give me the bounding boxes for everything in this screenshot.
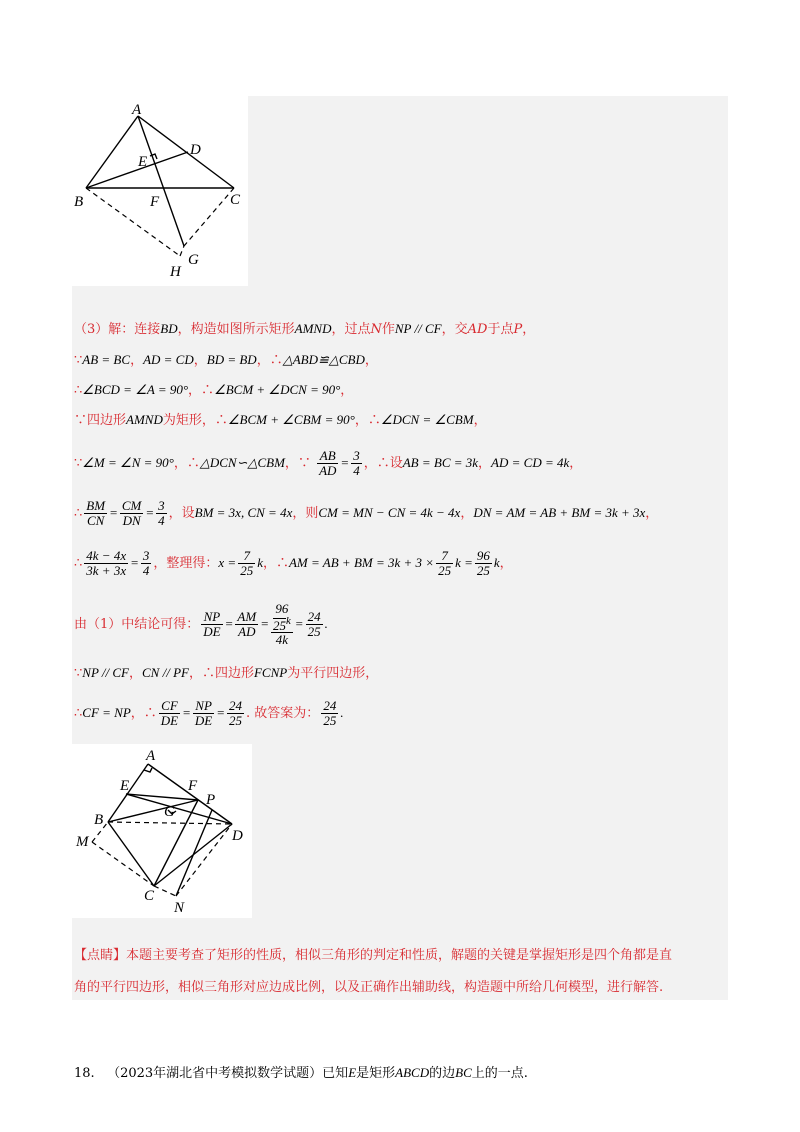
- fig1-line-AG: [138, 116, 184, 246]
- text: ，: [645, 506, 659, 521]
- fraction-96-25: [475, 549, 492, 578]
- math: AD = CD: [143, 352, 194, 367]
- math: ∠BCM + ∠DCN = 90°: [214, 382, 341, 397]
- text: ∵: [74, 353, 83, 368]
- fraction-np-de: [201, 610, 222, 639]
- denominator: CN: [87, 513, 105, 528]
- math: =: [216, 705, 226, 720]
- fig2-label-C: C: [144, 888, 155, 904]
- math: AB = BC: [82, 352, 131, 367]
- math: CM = MN − CN = 4k − 4x: [318, 505, 461, 520]
- math: .: [324, 616, 328, 631]
- fig1-label-F: F: [150, 194, 160, 210]
- fraction-3-4: [156, 499, 167, 528]
- fraction-7-25: [436, 549, 453, 578]
- fig1-line-BD: [86, 152, 188, 188]
- numerator: NP: [193, 699, 214, 714]
- text: ∴: [74, 556, 83, 571]
- solution-line-8: [74, 596, 328, 653]
- text: ，: [473, 413, 487, 428]
- fraction-np-de: [193, 699, 214, 728]
- text: 由（1）中结论可得：: [74, 617, 200, 632]
- fig1-label-A: A: [132, 102, 142, 118]
- math: ABCD: [395, 1065, 430, 1080]
- fraction-3-4: [351, 449, 362, 478]
- math: k: [493, 555, 500, 570]
- note-line-2: 角的平行四边形，相似三角形对应边成比例，以及正确作出辅助线，构造题中所给几何模型，进行解答.: [74, 980, 664, 995]
- solution-line-9: [74, 665, 378, 682]
- text: ，: [499, 556, 513, 571]
- text: ，过点: [331, 322, 371, 337]
- fig2-line-CF: [154, 800, 198, 886]
- math: AB = BC = 3k: [402, 455, 479, 470]
- numerator: CF: [159, 699, 180, 714]
- fraction-bm-cn: [84, 499, 107, 528]
- math: △ABD≌△CBD: [282, 352, 365, 367]
- math: CF = NP: [82, 705, 131, 720]
- math: △DCN∽△CBM: [199, 455, 285, 470]
- solution-line-3: [74, 382, 353, 399]
- fig1-label-C: C: [230, 192, 241, 208]
- denominator: 25: [229, 713, 243, 728]
- fraction-4k4x-3k3x: [84, 549, 128, 578]
- text: ，: [478, 456, 492, 471]
- denominator: 4: [158, 513, 165, 528]
- solution-line-10: [74, 696, 344, 731]
- text: ，: [460, 506, 474, 521]
- text: ，: [129, 666, 143, 681]
- math: =: [182, 705, 191, 720]
- math: BM = 3x, CN = 4x: [194, 505, 293, 520]
- math: AD = CD = 4k: [491, 455, 570, 470]
- fraction-24-25: [227, 699, 244, 728]
- text: ，∴四边形: [188, 666, 254, 681]
- numerator: 4k − 4x: [86, 548, 127, 563]
- math: .: [340, 705, 344, 720]
- numerator: 3: [353, 448, 360, 463]
- math: ∠BCD = ∠A = 90°: [82, 382, 189, 397]
- text: ∴: [74, 383, 83, 398]
- denominator: 3k + 3x: [86, 563, 127, 578]
- fig2-label-G: G: [164, 804, 175, 820]
- fig1-dash-BH: [86, 188, 180, 256]
- fig1-label-G: G: [188, 252, 199, 268]
- text: N: [370, 322, 382, 337]
- numerator-compound: [271, 602, 293, 632]
- denominator: 4k: [275, 631, 289, 647]
- math: CN // PF: [142, 665, 189, 680]
- numerator: 7: [238, 549, 255, 564]
- denominator: DE: [194, 713, 213, 728]
- k: k: [285, 615, 291, 628]
- fig2-dash-MC: [92, 842, 154, 886]
- math: ∠M = ∠N = 90°: [82, 455, 174, 470]
- numerator: AM: [237, 609, 257, 624]
- text: ∵: [74, 456, 83, 471]
- question-18: [74, 1062, 528, 1081]
- text: ，∴: [262, 556, 289, 571]
- math: AMND: [126, 412, 163, 427]
- text: ，交: [441, 322, 468, 337]
- numerator: BM: [86, 498, 106, 513]
- numerator: 24: [323, 698, 337, 713]
- numerator: 3: [158, 498, 165, 513]
- math: BD: [160, 321, 178, 336]
- math: k =: [455, 555, 473, 570]
- fraction-cm-dn: [120, 499, 144, 528]
- numerator: NP: [201, 610, 222, 625]
- text: ，则: [292, 506, 319, 521]
- text: P: [513, 322, 523, 337]
- numerator: 7: [436, 549, 453, 564]
- math: FCNP: [253, 665, 288, 680]
- text: 于点: [487, 322, 514, 337]
- math: NP // CF: [394, 321, 442, 336]
- fraction-24-25: [306, 610, 323, 639]
- math: AM = AB + BM = 3k + 3 ×: [288, 555, 435, 570]
- text: 作: [381, 322, 395, 337]
- text: ，构造如图所示矩形: [177, 322, 295, 337]
- math: k: [257, 555, 263, 570]
- numerator: 24: [229, 698, 243, 713]
- solution-line-2: [74, 352, 378, 369]
- denominator: DE: [203, 624, 221, 639]
- text: ，整理得：: [153, 556, 219, 571]
- denominator: AD: [238, 624, 256, 639]
- numerator: 24: [307, 609, 321, 624]
- numerator: 3: [142, 548, 150, 563]
- math: AMND: [294, 321, 332, 336]
- fig1-label-H: H: [170, 264, 181, 280]
- geometry-figure-2: [72, 744, 252, 918]
- math: NP // CF: [82, 665, 129, 680]
- solution-line-6: [74, 496, 658, 531]
- denominator: 4: [353, 463, 360, 478]
- math: x =: [218, 555, 237, 570]
- math: =: [340, 455, 350, 470]
- math: E: [348, 1065, 357, 1080]
- fig2-label-F: F: [188, 778, 198, 794]
- text: ，: [193, 353, 207, 368]
- text: ，∵: [284, 456, 311, 471]
- denominator: DE: [160, 713, 179, 728]
- numerator-96: 96: [275, 601, 289, 617]
- math: ∠BCM + ∠CBM = 90°: [227, 412, 355, 427]
- math: =: [145, 505, 155, 520]
- text: ，∴设: [363, 456, 403, 471]
- fig2-label-B: B: [94, 812, 104, 828]
- text: ，: [522, 322, 536, 337]
- denominator: 25: [240, 563, 254, 578]
- denominator-25: 25: [272, 617, 286, 633]
- text: ∵四边形: [74, 413, 127, 428]
- denominator: 25: [307, 624, 321, 639]
- fig1-dash-CG: [184, 188, 234, 246]
- fig2-dash-CN: [154, 886, 176, 896]
- fig2-dash-BD: [108, 822, 232, 824]
- fig2-label-A: A: [146, 748, 156, 764]
- text: 上的一点.: [471, 1066, 528, 1081]
- text: ∴: [74, 506, 83, 521]
- fraction-cf-de: [159, 699, 180, 728]
- math: =: [224, 616, 234, 631]
- text: 的边: [429, 1066, 456, 1081]
- solution-line-4: [74, 412, 487, 429]
- math: =: [109, 505, 118, 520]
- math: =: [130, 555, 139, 570]
- denominator: AD: [319, 463, 337, 478]
- geometry-figure-1: [72, 96, 248, 286]
- fig2-label-P: P: [206, 792, 216, 808]
- fig1-label-D: D: [190, 142, 201, 158]
- math: =: [294, 616, 304, 631]
- fig2-label-D: D: [232, 828, 243, 844]
- text: ，∴: [173, 456, 200, 471]
- text: ，设: [168, 506, 195, 521]
- fraction-ab-ad: [317, 449, 338, 478]
- numerator: CM: [121, 498, 142, 513]
- text: ，∴: [130, 706, 157, 721]
- text: 为平行四边形，: [287, 666, 379, 681]
- math: ∠DCN = ∠CBM: [380, 412, 474, 427]
- fig1-label-B: B: [74, 194, 84, 210]
- fraction-compound: [271, 602, 293, 646]
- fraction-3-4: [141, 549, 152, 578]
- fraction-am-ad: [235, 610, 258, 639]
- denominator: 25: [476, 563, 490, 578]
- denominator: 4: [142, 563, 150, 578]
- math: DN = AM = AB + BM = 3k + 3x: [473, 505, 646, 520]
- text: ，∴: [256, 353, 283, 368]
- fig2-label-N: N: [174, 900, 185, 916]
- fraction-7-25: [238, 549, 255, 578]
- math: =: [260, 616, 269, 631]
- text: ，: [569, 456, 583, 471]
- denominator: 25: [323, 713, 337, 728]
- fig2-line-BC: [108, 822, 154, 886]
- numerator: 96: [476, 548, 490, 563]
- text: （3）解：连接: [74, 322, 161, 337]
- math: BC: [455, 1065, 472, 1080]
- text: 是矩形: [356, 1066, 396, 1081]
- text: ，: [130, 353, 144, 368]
- note-line-1: 【点睛】本题主要考查了矩形的性质，相似三角形的判定和性质，解题的关键是掌握矩形是四个角都是直: [74, 948, 673, 963]
- fig2-dash-ND: [176, 824, 232, 896]
- text: 为矩形，∴: [162, 413, 228, 428]
- fig1-dash-HG: [180, 246, 184, 256]
- fig1-line-AB: [86, 116, 138, 188]
- numerator: AB: [317, 449, 338, 464]
- solution-line-7: [74, 546, 513, 581]
- text: （2023年湖北省中考模拟数学试题）已知: [107, 1066, 349, 1081]
- text: ，: [364, 353, 378, 368]
- math: BD = BD: [206, 352, 257, 367]
- fig1-label-E: E: [138, 154, 148, 170]
- fig2-label-M: M: [76, 834, 89, 850]
- solution-line-5: [74, 446, 582, 481]
- denominator: DN: [122, 513, 141, 528]
- text: ∴: [74, 706, 83, 721]
- text: . 故答案为：: [246, 706, 320, 721]
- fraction-24-25-answer: [321, 699, 338, 728]
- text: ，∴: [188, 383, 215, 398]
- denominator: 25: [438, 563, 452, 578]
- text: ，∴: [354, 413, 381, 428]
- solution-line-1: [74, 321, 535, 338]
- text: ∵: [74, 666, 83, 681]
- question-number: 18.: [74, 1066, 95, 1081]
- text: ，: [340, 383, 354, 398]
- fig2-label-E: E: [120, 778, 130, 794]
- text: AD: [467, 322, 488, 337]
